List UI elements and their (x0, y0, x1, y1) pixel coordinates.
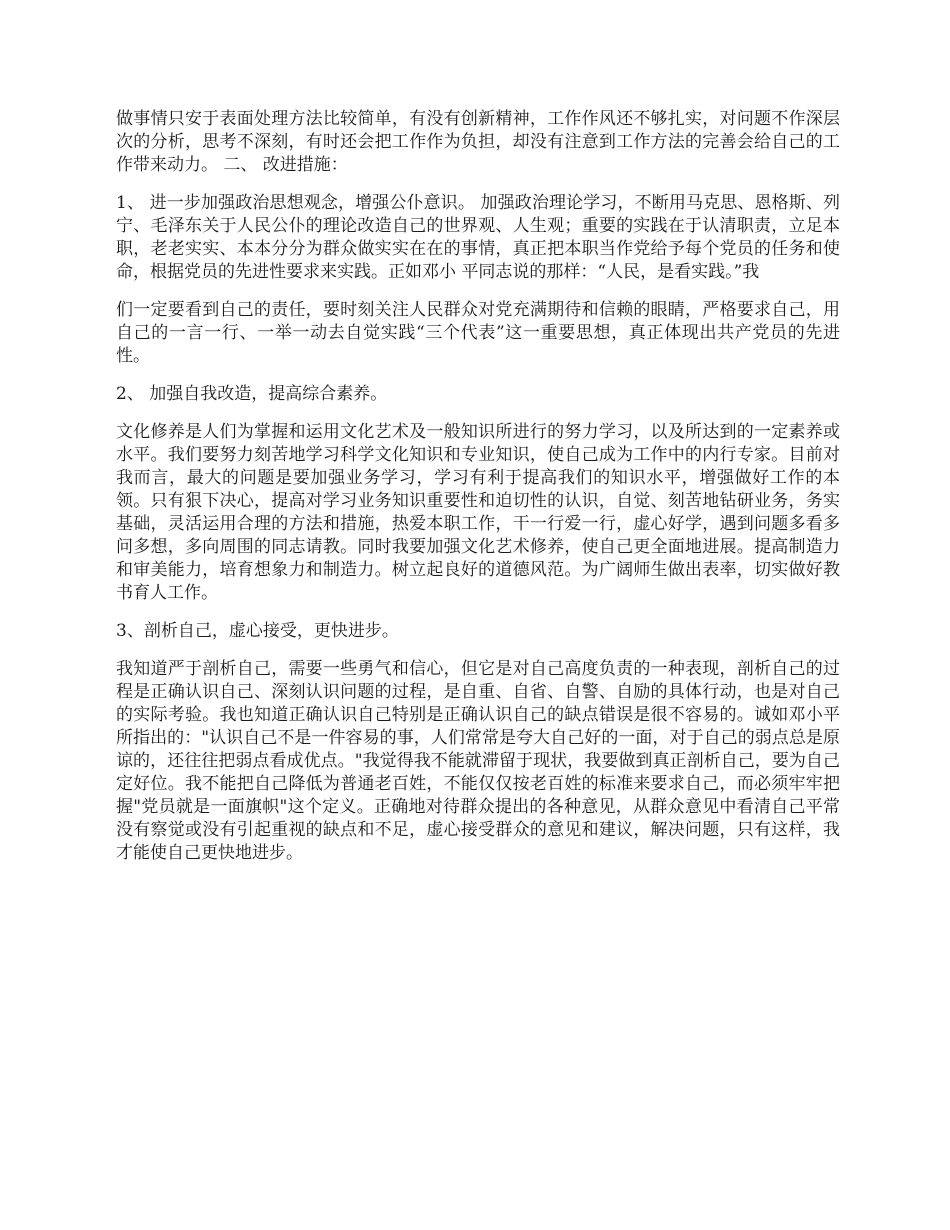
paragraph-measure-1: 1、 进一步加强政治思想观念，增强公仆意识。 加强政治理论学习，不断用马克思、恩格斯、列宁、毛泽东关于人民公仆的理论改造自己的世界观、人生观；重要的实践在于认清职责，立足本职，老老实实、本本分分为群众做实实在在的事情，真正把本职当作党给予每个党员的任务和使命，根据党员的先进性要求来实践。正如邓小 平同志说的那样：“人民，是看实践。”我 (116, 193, 840, 282)
heading-measure-3: 3、剖析自己，虚心接受，更快进步。 (116, 621, 399, 641)
document-body (116, 108, 840, 880)
paragraph-measure-2: 文化修养是人们为掌握和运用文化艺术及一般知识所进行的努力学习，以及所达到的一定素养或水平。我们要努力刻苦地学习科学文化知识和专业知识，使自己成为工作中的内行专家。目前对我而言，最大的问题是要加强业务学习，学习有利于提高我们的知识水平，增强做好工作的本领。只有狠下决心，提高对学习业务知识重要性和迫切性的认识，自觉、刻苦地钻研业务，务实基础，灵活运用合理的方法和措施，热爱本职工作，干一行爱一行，虚心好学，遇到问题多看多问多想，多向周围的同志请教。同时我要加强文化艺术修养，使自己更全面地进展。提高制造力和审美能力，培育想象力和制造力。树立起良好的道德风范。为广阔师生做出表率，切实做好教书育人工作。 (116, 422, 840, 603)
heading-measure-2: 2、 加强自我改造，提高综合素养。 (116, 384, 388, 404)
paragraph-intro: 做事情只安于表面处理方法比较简单，有没有创新精神，工作作风还不够扎实，对问题不作深层次的分析，思考不深刻，有时还会把工作作为负担，却没有注意到工作方法的完善会给自己的工作带来动力。 二、 改进措施： (116, 109, 840, 175)
paragraph-measure-1-continued: 们一定要看到自己的责任，要时刻关注人民群众对党充满期待和信赖的眼睛，严格要求自己，用自己的一言一行、一举一动去自觉实践“三个代表”这一重要思想，真正体现出共产党员的先进性。 (116, 300, 840, 366)
paragraph-measure-3: 我知道严于剖析自己，需要一些勇气和信心，但它是对自己高度负责的一种表现，剖析自己的过程是正确认识自己、深刻认识问题的过程，是自重、自省、自警、自励的具体行动，也是对自己的实际考验。我也知道正确认识自己特别是正确认识自己的缺点错误是很不容易的。诚如邓小平所指出的："认识自己不是一件容易的事，人们常常是夸大自己好的一面，对于自己的弱点总是原谅的，还往往把弱点看成优点。"我觉得我不能就滞留于现状，我要做到真正剖析自己，要为自己定好位。我不能把自己降低为普通老百姓，不能仅仅按老百姓的标准来要求自己，而必须牢牢把握"党员就是一面旗帜"这个定义。正确地对待群众提出的各种意见，从群众意见中看清自己平常没有察觉或没有引起重视的缺点和不足，虚心接受群众的意见和建议，解决问题，只有这样，我才能使自己更快地进步。 (116, 659, 840, 863)
